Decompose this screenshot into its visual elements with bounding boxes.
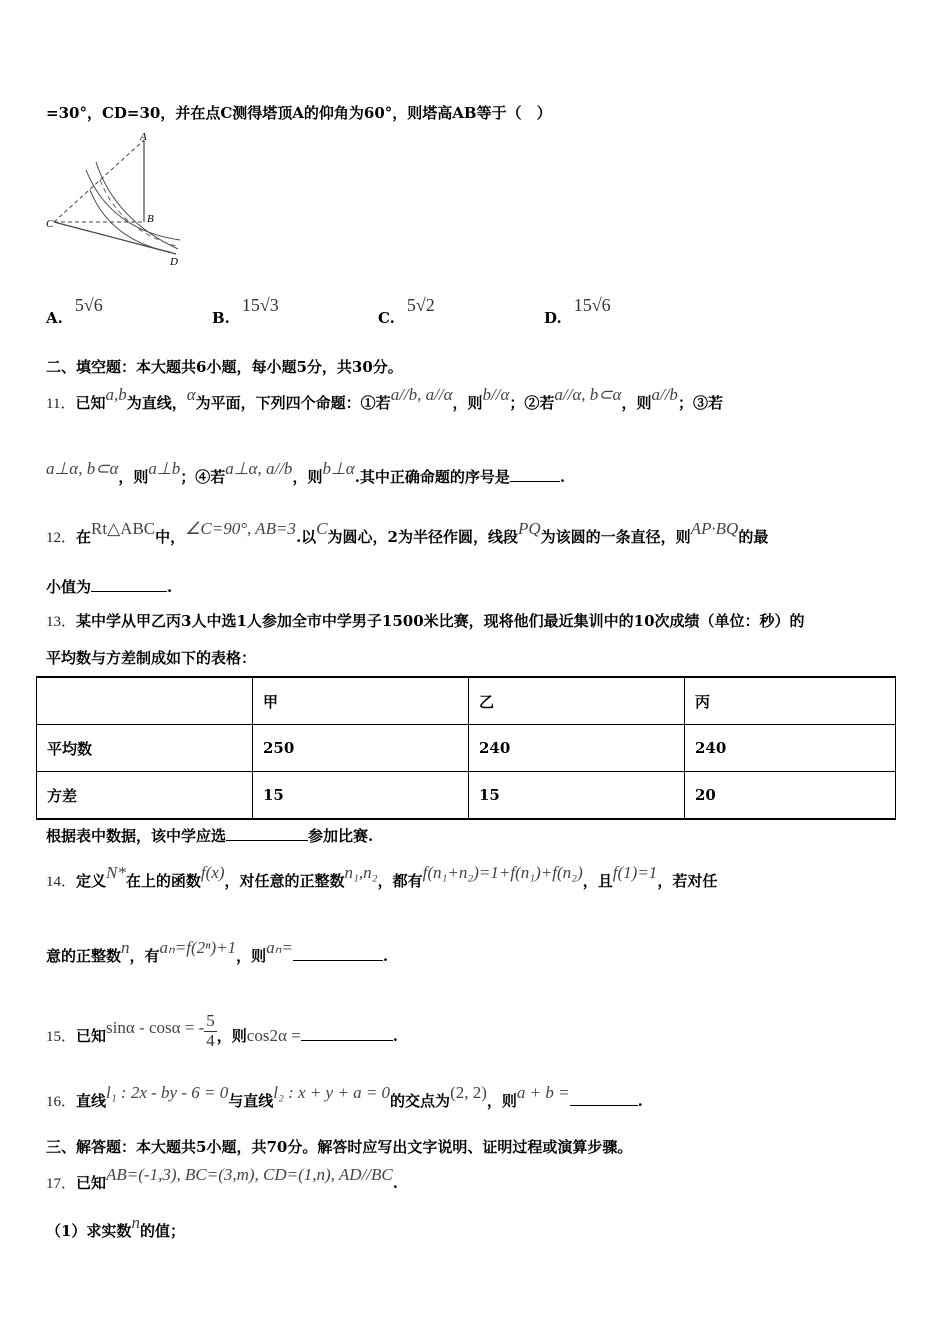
q16-line: 16．直线l₁ : 2x - by - 6 = 0与直线l₂ : x + y + a = 0的交点为(2, 2)，则a + b = . (46, 1083, 643, 1110)
q13-line2: 平均数与方差制成如下的表格： (46, 649, 257, 667)
label-d: D (170, 256, 178, 268)
q14-line1: 14．定义N*在上的函数f(x)，对任意的正整数n₁,n₂，都有f(n₁+n₂)=1+f(n₁)+f(n₂)，且f(1)=1，若对任 (46, 863, 718, 890)
q14-answer-blank[interactable] (293, 946, 383, 961)
option-d[interactable]: D.15√6 (544, 295, 611, 327)
q15-line: 15．已知sinα - cosα = - $\frac{5}{4}$ ，则cos2α = . (46, 1011, 398, 1050)
q13-after: 根据表中数据，该中学应选 参加比赛. (46, 827, 374, 845)
q17-line: 17．已知AB=(-1,3), BC=(3,m), CD=(1,n), AD//BC. (46, 1165, 398, 1192)
q11-answer-blank[interactable] (510, 467, 560, 482)
q11-line2: a⊥α, b⊂α，则a⊥b；④若a⊥α, a//b，则b⊥α.其中正确命题的序号是 . (46, 459, 566, 486)
q11-line1: 11．已知a,b为直线，α为平面，下列四个命题：①若a//b, a//α，则b//α；②若a//α, b⊂α，则a//b；③若 (46, 385, 723, 412)
label-b: B (147, 213, 154, 225)
q15-answer-blank[interactable] (301, 1026, 393, 1041)
q10-stem: =30°，CD=30，并在点C测得塔顶A的仰角为60°，则塔高AB等于（ ） (46, 104, 552, 122)
score-table (36, 676, 896, 820)
table-row: 方差 15 15 20 (37, 772, 896, 820)
fraction: $\frac{5}{4}$ (206, 1011, 215, 1050)
option-a[interactable]: A.5√6 (46, 295, 103, 327)
q12-answer-blank[interactable] (91, 577, 167, 592)
q14-line2: 意的正整数n，有aₙ=f(2ⁿ)+1，则aₙ= . (46, 938, 389, 965)
table-header-row: 甲 乙 丙 (37, 677, 896, 725)
section2-heading: 二、填空题：本大题共6小题，每小题5分，共30分。 (46, 358, 403, 376)
q17-part1: （1）求实数n的值； (46, 1213, 185, 1240)
q16-answer-blank[interactable] (570, 1091, 638, 1106)
q13-line1: 13．某中学从甲乙丙3人中选1人参加全市中学男子1500米比赛，现将他们最近集训中的10次成绩（单位：秒）的 (46, 612, 805, 630)
option-b[interactable]: B.15√3 (212, 295, 279, 327)
q13-answer-blank[interactable] (226, 826, 308, 841)
label-a: A (140, 131, 147, 143)
tower-figure (40, 130, 200, 270)
section3-heading: 三、解答题：本大题共5小题，共70分。解答时应写出文字说明、证明过程或演算步骤。 (46, 1138, 633, 1156)
table-row: 平均数 250 240 240 (37, 725, 896, 772)
q12-line1: 12．在Rt△ABC中，∠C=90°, AB=3.以C为圆心，2为半径作圆，线段PQ为该圆的一条直径，则AP·BQ的最 (46, 519, 769, 546)
q12-line2: 小值为 . (46, 578, 173, 596)
option-c[interactable]: C.5√2 (378, 295, 435, 327)
label-c: C (46, 218, 54, 230)
